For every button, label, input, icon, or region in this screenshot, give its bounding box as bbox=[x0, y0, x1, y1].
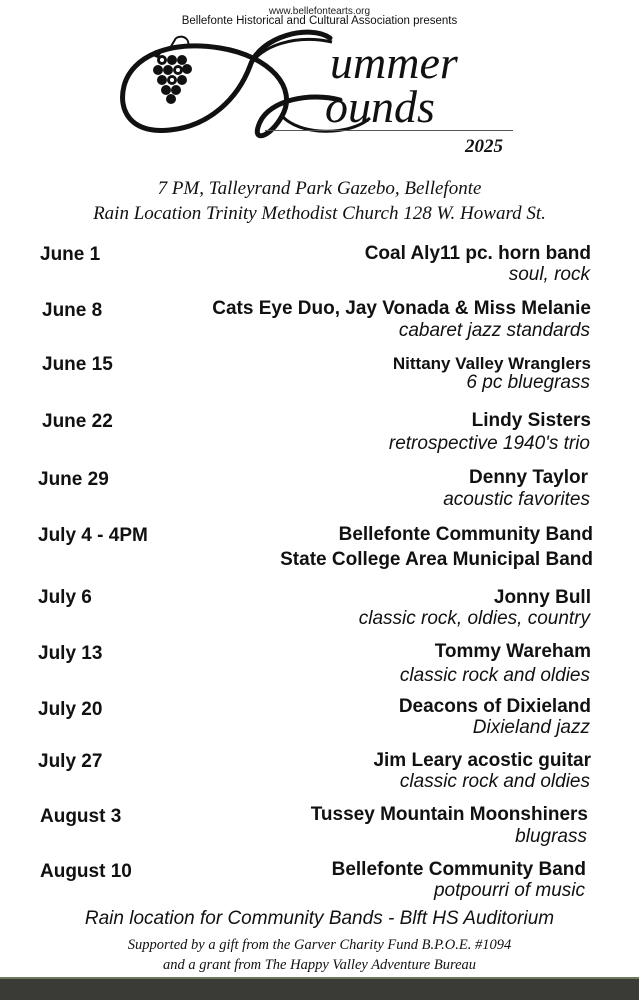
rain-location-note: Rain location for Community Bands - Blft HS Auditorium bbox=[84, 908, 555, 929]
row-date: August 3 bbox=[40, 806, 122, 827]
presenter-line: Bellefonte Historical and Cultural Association presents bbox=[181, 15, 458, 27]
row-genre: acoustic favorites bbox=[443, 489, 590, 510]
row-date: August 10 bbox=[40, 861, 132, 882]
title-sounds: ounds bbox=[325, 81, 435, 132]
row-act: Tommy Wareham bbox=[434, 641, 591, 662]
row-date: June 22 bbox=[42, 411, 113, 432]
row-act: Coal Aly11 pc. horn band bbox=[364, 243, 591, 264]
row-act: Bellefonte Community Band bbox=[338, 524, 593, 545]
sponsor-line-2: and a grant from The Happy Valley Adventure Bureau bbox=[162, 957, 477, 973]
row-date: July 27 bbox=[38, 751, 103, 772]
row-genre: Dixieland jazz bbox=[472, 717, 590, 738]
row-act: Cats Eye Duo, Jay Vonada & Miss Melanie bbox=[212, 298, 591, 319]
row-act: Deacons of Dixieland bbox=[398, 696, 591, 717]
title-summer: ummer bbox=[330, 37, 458, 88]
row-date: July 4 - 4PM bbox=[38, 525, 148, 546]
swash-s-shape bbox=[123, 32, 340, 136]
row-genre: potpourri of music bbox=[433, 880, 585, 901]
row-genre: blugrass bbox=[515, 826, 587, 847]
row-genre: classic rock and oldies bbox=[399, 665, 590, 686]
row-act: Tussey Mountain Moonshiners bbox=[310, 804, 588, 825]
row-genre: cabaret jazz standards bbox=[398, 320, 590, 341]
row-act: Nittany Valley Wranglers bbox=[392, 354, 591, 373]
row-date: June 29 bbox=[38, 469, 109, 490]
row-genre: classic rock and oldies bbox=[399, 771, 590, 792]
row-date: July 13 bbox=[38, 643, 103, 664]
row-date: July 20 bbox=[38, 699, 103, 720]
venue-line: 7 PM, Talleyrand Park Gazebo, Bellefonte bbox=[157, 178, 482, 199]
row-genre: classic rock, oldies, country bbox=[358, 608, 590, 629]
event-year: 2025 bbox=[465, 136, 503, 157]
title-underline bbox=[265, 130, 513, 131]
row-act: Lindy Sisters bbox=[471, 410, 591, 431]
row-date: July 6 bbox=[38, 587, 92, 608]
bottom-bar bbox=[0, 977, 639, 1000]
row-act: Jonny Bull bbox=[493, 587, 591, 608]
row-date: June 15 bbox=[42, 354, 113, 375]
row-genre: 6 pc bluegrass bbox=[466, 372, 590, 393]
row-act-second: State College Area Municipal Band bbox=[280, 549, 593, 570]
row-date: June 8 bbox=[42, 300, 103, 321]
row-act: Denny Taylor bbox=[469, 467, 588, 488]
row-act: Jim Leary acostic guitar bbox=[373, 750, 591, 771]
sponsor-line-1: Supported by a gift from the Garver Charity Fund B.P.O.E. #1094 bbox=[127, 937, 512, 953]
row-date: June 1 bbox=[40, 244, 101, 265]
row-genre: retrospective 1940's trio bbox=[388, 433, 590, 454]
bottom-accent-line bbox=[0, 977, 639, 979]
row-act: Bellefonte Community Band bbox=[331, 859, 586, 880]
website-url: www.bellefontearts.org bbox=[268, 6, 371, 17]
rain-location-line: Rain Location Trinity Methodist Church 128 W. Howard St. bbox=[93, 203, 546, 224]
row-genre: soul, rock bbox=[508, 264, 590, 285]
